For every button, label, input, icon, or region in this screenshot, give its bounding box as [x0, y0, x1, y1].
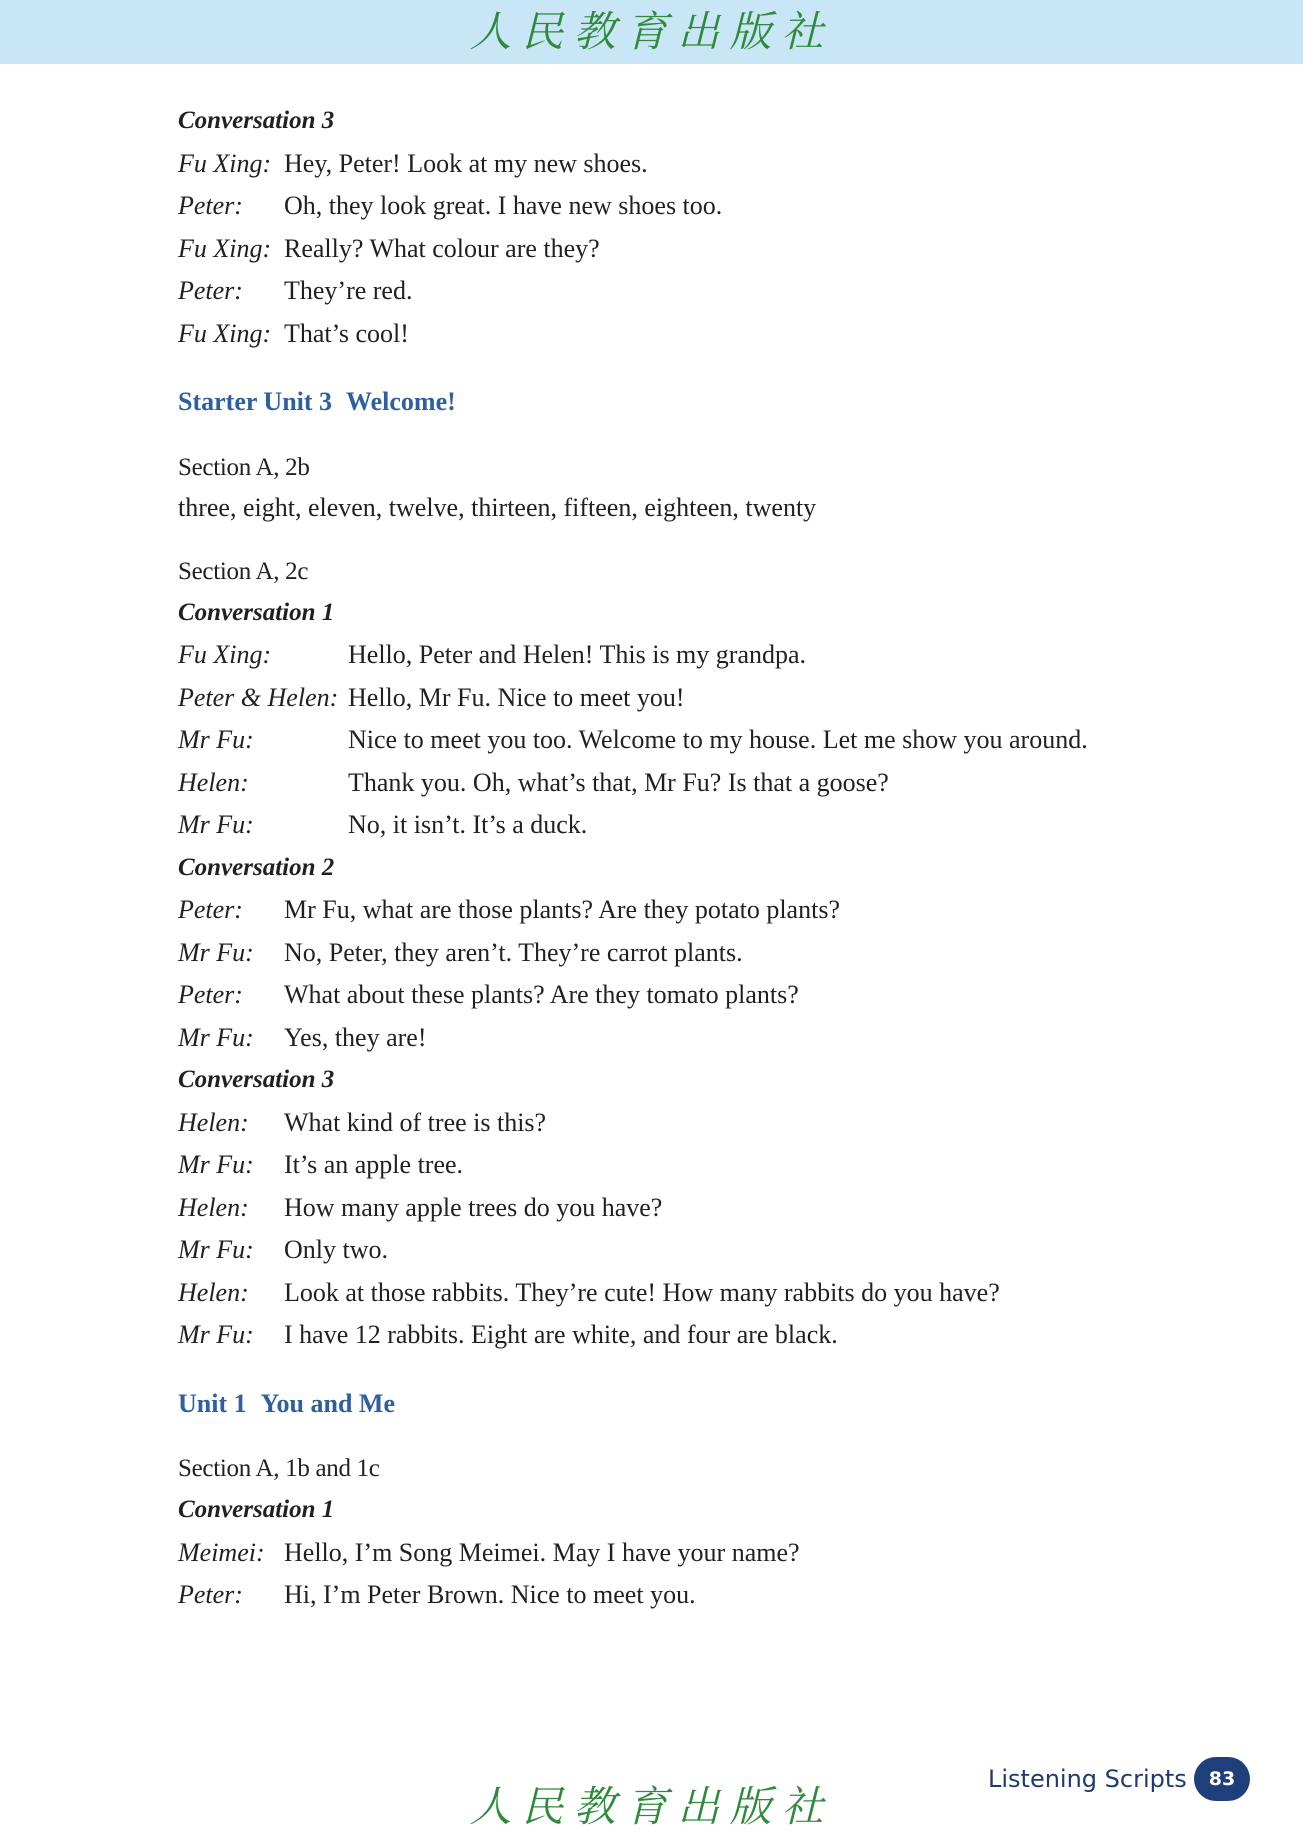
dialogue-line: [178, 634, 1178, 677]
speaker: Mr Fu:: [178, 1235, 254, 1264]
dialogue-line: [178, 1272, 1178, 1315]
section-title: Section A, 1b and 1c: [178, 1455, 380, 1482]
dialogue-line: [178, 762, 1178, 805]
unit-heading: [178, 381, 1178, 424]
utterance: Only two.: [284, 1235, 388, 1264]
speaker: Peter:: [178, 1580, 243, 1609]
number-list: three, eight, eleven, twelve, thirteen, fifteen, eighteen, twenty: [178, 492, 817, 522]
utterance: Hello, Peter and Helen! This is my grandpa.: [348, 640, 807, 669]
page-number-badge: 83: [1194, 1757, 1250, 1801]
dialogue-line: [178, 313, 1178, 356]
speaker: Helen:: [178, 1277, 249, 1307]
utterance: What kind of tree is this?: [284, 1107, 547, 1137]
utterance: Thank you. Oh, what’s that, Mr Fu? Is that a goose?: [348, 767, 889, 797]
section-title: Section A, 2b: [178, 453, 310, 481]
speaker: Fu Xing:: [178, 640, 272, 669]
speaker: Peter:: [178, 980, 243, 1009]
utterance: Oh, they look great. I have new shoes too.: [284, 191, 723, 220]
dialogue-line: [178, 228, 1178, 271]
dialogue-line: [178, 1144, 1178, 1187]
utterance: How many apple trees do you have?: [284, 1192, 663, 1222]
dialogue-line: [178, 1532, 1178, 1575]
utterance: Really? What colour are they?: [284, 233, 600, 263]
dialogue-line: [178, 143, 1178, 186]
footer-section-label: Listening Scripts: [988, 1765, 1187, 1793]
speaker: Peter & Helen:: [178, 682, 339, 712]
utterance: Hi, I’m Peter Brown. Nice to meet you.: [284, 1580, 696, 1609]
utterance: Nice to meet you too. Welcome to my house. Let me show you around.: [348, 725, 1088, 754]
utterance: They’re red.: [284, 276, 413, 305]
publisher-logo-bottom: 人民教育出版社: [469, 1782, 834, 1831]
conversation-title: Conversation 1: [178, 1496, 335, 1523]
conversation-title: Conversation 3: [178, 1066, 335, 1093]
speaker: Helen:: [178, 1192, 249, 1222]
dialogue-line: [178, 185, 1178, 228]
utterance: What about these plants? Are they tomato plants?: [284, 980, 799, 1009]
dialogue-line: [178, 719, 1178, 762]
speaker: Fu Xing:: [178, 233, 272, 263]
speaker: Meimei:: [178, 1537, 265, 1567]
listening-scripts-content: [178, 100, 1178, 1617]
dialogue-line: [178, 804, 1178, 847]
utterance: Mr Fu, what are those plants? Are they potato plants?: [284, 895, 840, 924]
speaker: Helen:: [178, 767, 249, 797]
dialogue-line: [178, 932, 1178, 975]
conversation-title: Conversation 1: [178, 598, 335, 626]
dialogue-line: [178, 1229, 1178, 1272]
speaker: Mr Fu:: [178, 1320, 254, 1349]
speaker: Mr Fu:: [178, 1022, 254, 1052]
dialogue-line: [178, 270, 1178, 313]
unit-number: Starter Unit 3: [178, 387, 333, 416]
speaker: Peter:: [178, 191, 243, 220]
dialogue-line: [178, 1574, 1178, 1617]
unit-number: Unit 1: [178, 1388, 247, 1418]
unit-heading: [178, 1383, 1178, 1426]
dialogue-line: [178, 1017, 1178, 1060]
publisher-logo-top: 人民教育出版社: [469, 7, 834, 56]
dialogue-line: [178, 889, 1178, 932]
utterance: Yes, they are!: [284, 1022, 427, 1052]
speaker: Mr Fu:: [178, 810, 254, 839]
utterance: Look at those rabbits. They’re cute! How many rabbits do you have?: [284, 1277, 1000, 1307]
utterance: It’s an apple tree.: [284, 1150, 464, 1179]
dialogue-line: [178, 677, 1178, 720]
speaker: Fu Xing:: [178, 318, 272, 348]
speaker: Fu Xing:: [178, 148, 272, 178]
dialogue-line: [178, 1102, 1178, 1145]
utterance: That’s cool!: [284, 318, 409, 348]
unit-name: Welcome!: [346, 387, 456, 416]
speaker: Mr Fu:: [178, 1150, 254, 1179]
utterance: Hello, I’m Song Meimei. May I have your name?: [284, 1537, 800, 1567]
section-title: Section A, 2c: [178, 557, 309, 585]
speaker: Mr Fu:: [178, 937, 254, 967]
conversation-title: Conversation 2: [178, 853, 335, 881]
dialogue-line: [178, 1314, 1178, 1357]
dialogue-line: [178, 1187, 1178, 1230]
dialogue-line: [178, 974, 1178, 1017]
utterance: No, Peter, they aren’t. They’re carrot plants.: [284, 937, 743, 967]
speaker: Mr Fu:: [178, 725, 254, 754]
utterance: No, it isn’t. It’s a duck.: [348, 810, 588, 839]
utterance: Hello, Mr Fu. Nice to meet you!: [348, 682, 685, 712]
speaker: Peter:: [178, 276, 243, 305]
speaker: Helen:: [178, 1107, 249, 1137]
unit-name: You and Me: [260, 1388, 395, 1418]
speaker: Peter:: [178, 895, 243, 924]
utterance: Hey, Peter! Look at my new shoes.: [284, 148, 648, 178]
utterance: I have 12 rabbits. Eight are white, and four are black.: [284, 1320, 838, 1349]
conversation-title: Conversation 3: [178, 107, 335, 134]
